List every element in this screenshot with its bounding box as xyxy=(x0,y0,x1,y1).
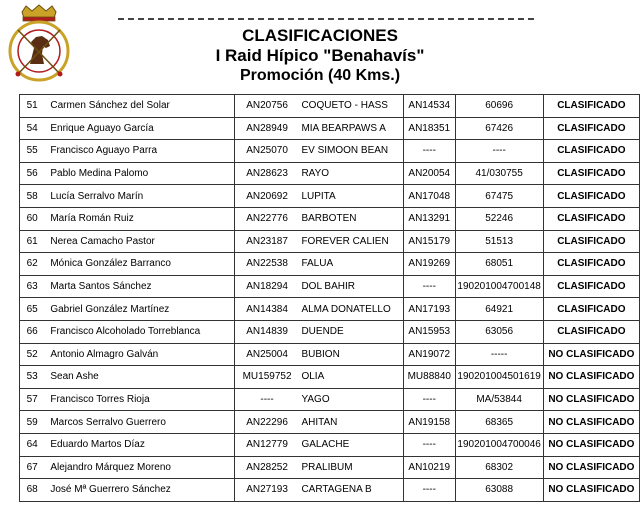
horse-license-cell: ---- xyxy=(403,140,455,163)
horse-license-cell: AN19269 xyxy=(403,253,455,276)
table-row xyxy=(20,298,640,321)
horse-cell: RAYO xyxy=(299,162,403,185)
horse-license-cell: AN19158 xyxy=(403,411,455,434)
position-cell: 68 xyxy=(20,479,45,502)
rider-cell: Francisco Torres Rioja xyxy=(44,388,234,411)
rider-license-cell: AN12779 xyxy=(234,433,299,456)
position-cell: 61 xyxy=(20,230,45,253)
rider-license-cell: AN28949 xyxy=(234,117,299,140)
rider-license-cell: AN14384 xyxy=(234,298,299,321)
table-row xyxy=(20,411,640,434)
horse-license-cell: AN19072 xyxy=(403,343,455,366)
rider-cell: Mónica González Barranco xyxy=(44,253,234,276)
position-cell: 53 xyxy=(20,366,45,389)
rider-license-cell: AN25004 xyxy=(234,343,299,366)
status-cell: NO CLASIFICADO xyxy=(543,366,639,389)
table-row xyxy=(20,162,640,185)
rider-license-cell: AN27193 xyxy=(234,479,299,502)
horse-cell: PRALIBUM xyxy=(299,456,403,479)
rider-license-cell: AN14839 xyxy=(234,320,299,343)
table-row xyxy=(20,253,640,276)
table-row xyxy=(20,230,640,253)
horse-cell: AHITAN xyxy=(299,411,403,434)
chip-cell: ----- xyxy=(455,343,543,366)
rider-license-cell: AN25070 xyxy=(234,140,299,163)
horse-cell: MIA BEARPAWS A xyxy=(299,117,403,140)
category-name: Promoción (40 Kms.) xyxy=(239,67,401,84)
position-cell: 55 xyxy=(20,140,45,163)
status-cell: NO CLASIFICADO xyxy=(543,411,639,434)
table-row xyxy=(20,456,640,479)
chip-cell: MA/53844 xyxy=(455,388,543,411)
rider-cell: Antonio Almagro Galván xyxy=(44,343,234,366)
rider-cell: Nerea Camacho Pastor xyxy=(44,230,234,253)
status-cell: NO CLASIFICADO xyxy=(543,479,639,502)
table-row xyxy=(20,433,640,456)
status-cell: NO CLASIFICADO xyxy=(543,343,639,366)
chip-cell: 51513 xyxy=(455,230,543,253)
horse-license-cell: ---- xyxy=(403,388,455,411)
table-row xyxy=(20,343,640,366)
horse-license-cell: AN20054 xyxy=(403,162,455,185)
horse-cell: DUENDE xyxy=(299,320,403,343)
rider-license-cell: ---- xyxy=(234,388,299,411)
header-rule xyxy=(118,18,534,20)
status-cell: CLASIFICADO xyxy=(543,230,639,253)
horse-license-cell: AN17193 xyxy=(403,298,455,321)
rider-license-cell: AN20756 xyxy=(234,95,299,118)
rider-cell: Gabriel González Martínez xyxy=(44,298,234,321)
rider-cell: José Mª Guerrero Sánchez xyxy=(44,479,234,502)
status-cell: NO CLASIFICADO xyxy=(543,388,639,411)
chip-cell: 67475 xyxy=(455,185,543,208)
position-cell: 63 xyxy=(20,275,45,298)
status-cell: CLASIFICADO xyxy=(543,162,639,185)
chip-cell: 60696 xyxy=(455,95,543,118)
status-cell: NO CLASIFICADO xyxy=(543,456,639,479)
results-table xyxy=(19,94,640,502)
event-name: I Raid Hípico "Benahavís" xyxy=(215,46,425,65)
page-header xyxy=(0,26,640,86)
position-cell: 64 xyxy=(20,433,45,456)
table-row xyxy=(20,207,640,230)
position-cell: 57 xyxy=(20,388,45,411)
table-row xyxy=(20,388,640,411)
status-cell: NO CLASIFICADO xyxy=(543,433,639,456)
chip-cell: ---- xyxy=(455,140,543,163)
horse-cell: BUBION xyxy=(299,343,403,366)
table-row xyxy=(20,320,640,343)
page-title: CLASIFICACIONES xyxy=(242,26,398,45)
rider-license-cell: AN28252 xyxy=(234,456,299,479)
horse-cell: DOL BAHIR xyxy=(299,275,403,298)
rider-license-cell: AN22776 xyxy=(234,207,299,230)
status-cell: CLASIFICADO xyxy=(543,117,639,140)
chip-cell: 68365 xyxy=(455,411,543,434)
rider-cell: Pablo Medina Palomo xyxy=(44,162,234,185)
chip-cell: 190201004501619 xyxy=(455,366,543,389)
rider-license-cell: AN20692 xyxy=(234,185,299,208)
rider-cell: Marta Santos Sánchez xyxy=(44,275,234,298)
horse-cell: CARTAGENA B xyxy=(299,479,403,502)
horse-cell: COQUETO - HASS xyxy=(299,95,403,118)
chip-cell: 63056 xyxy=(455,320,543,343)
status-cell: CLASIFICADO xyxy=(543,140,639,163)
chip-cell: 190201004700148 xyxy=(455,275,543,298)
horse-license-cell: AN13291 xyxy=(403,207,455,230)
rider-cell: Francisco Aguayo Parra xyxy=(44,140,234,163)
table-row xyxy=(20,275,640,298)
position-cell: 67 xyxy=(20,456,45,479)
rider-cell: María Román Ruiz xyxy=(44,207,234,230)
horse-cell: BARBOTEN xyxy=(299,207,403,230)
chip-cell: 68051 xyxy=(455,253,543,276)
horse-license-cell: AN17048 xyxy=(403,185,455,208)
position-cell: 60 xyxy=(20,207,45,230)
status-cell: CLASIFICADO xyxy=(543,207,639,230)
position-cell: 54 xyxy=(20,117,45,140)
rider-cell: Carmen Sánchez del Solar xyxy=(44,95,234,118)
position-cell: 62 xyxy=(20,253,45,276)
status-cell: CLASIFICADO xyxy=(543,320,639,343)
status-cell: CLASIFICADO xyxy=(543,298,639,321)
horse-license-cell: AN18351 xyxy=(403,117,455,140)
horse-license-cell: ---- xyxy=(403,479,455,502)
position-cell: 52 xyxy=(20,343,45,366)
horse-cell: FALUA xyxy=(299,253,403,276)
position-cell: 66 xyxy=(20,320,45,343)
rider-license-cell: MU159752 xyxy=(234,366,299,389)
horse-cell: FOREVER CALIEN xyxy=(299,230,403,253)
rider-cell: Enrique Aguayo García xyxy=(44,117,234,140)
position-cell: 59 xyxy=(20,411,45,434)
chip-cell: 67426 xyxy=(455,117,543,140)
rider-license-cell: AN18294 xyxy=(234,275,299,298)
horse-cell: OLIA xyxy=(299,366,403,389)
position-cell: 51 xyxy=(20,95,45,118)
chip-cell: 63088 xyxy=(455,479,543,502)
position-cell: 58 xyxy=(20,185,45,208)
table-row xyxy=(20,479,640,502)
table-row xyxy=(20,185,640,208)
status-cell: CLASIFICADO xyxy=(543,95,639,118)
rider-cell: Francisco Alcoholado Torreblanca xyxy=(44,320,234,343)
horse-cell: LUPITA xyxy=(299,185,403,208)
chip-cell: 68302 xyxy=(455,456,543,479)
status-cell: CLASIFICADO xyxy=(543,253,639,276)
horse-cell: YAGO xyxy=(299,388,403,411)
rider-cell: Lucía Serralvo Marín xyxy=(44,185,234,208)
rider-cell: Eduardo Martos Díaz xyxy=(44,433,234,456)
horse-license-cell: AN10219 xyxy=(403,456,455,479)
chip-cell: 190201004700046 xyxy=(455,433,543,456)
rider-license-cell: AN28623 xyxy=(234,162,299,185)
chip-cell: 64921 xyxy=(455,298,543,321)
rider-cell: Alejandro Márquez Moreno xyxy=(44,456,234,479)
table-row xyxy=(20,95,640,118)
horse-license-cell: ---- xyxy=(403,275,455,298)
chip-cell: 52246 xyxy=(455,207,543,230)
horse-license-cell: AN15179 xyxy=(403,230,455,253)
rider-license-cell: AN22296 xyxy=(234,411,299,434)
horse-license-cell: MU88840 xyxy=(403,366,455,389)
horse-license-cell: AN14534 xyxy=(403,95,455,118)
table-row xyxy=(20,366,640,389)
rider-license-cell: AN23187 xyxy=(234,230,299,253)
rider-cell: Marcos Serralvo Guerrero xyxy=(44,411,234,434)
horse-cell: EV SIMOON BEAN xyxy=(299,140,403,163)
horse-license-cell: AN15953 xyxy=(403,320,455,343)
table-row xyxy=(20,117,640,140)
position-cell: 56 xyxy=(20,162,45,185)
horse-cell: GALACHE xyxy=(299,433,403,456)
position-cell: 65 xyxy=(20,298,45,321)
horse-license-cell: ---- xyxy=(403,433,455,456)
horse-cell: ALMA DONATELLO xyxy=(299,298,403,321)
status-cell: CLASIFICADO xyxy=(543,185,639,208)
chip-cell: 41/030755 xyxy=(455,162,543,185)
table-row xyxy=(20,140,640,163)
rider-cell: Sean Ashe xyxy=(44,366,234,389)
status-cell: CLASIFICADO xyxy=(543,275,639,298)
rider-license-cell: AN22538 xyxy=(234,253,299,276)
